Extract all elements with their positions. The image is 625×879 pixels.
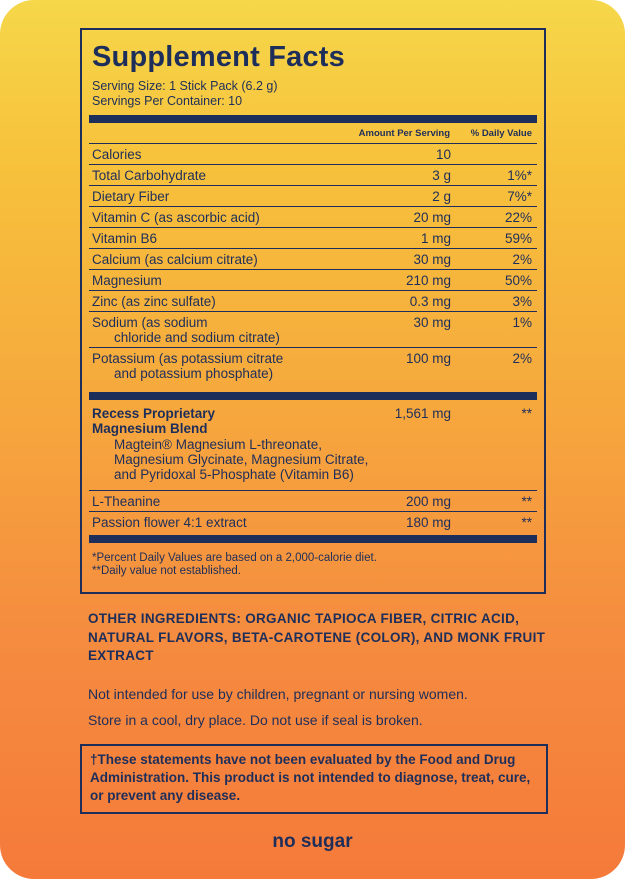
- nutrient-row: [89, 311, 537, 347]
- blend-name: Recess Proprietary Magnesium Blend: [92, 406, 216, 436]
- nutrient-dv: 22%: [504, 210, 532, 225]
- nutrient-name: Vitamin C (as ascorbic acid): [92, 210, 260, 225]
- nutrient-name: Zinc (as zinc sulfate): [92, 294, 216, 309]
- nutrient-dv: 1%*: [507, 168, 532, 183]
- nutrient-name: Calories: [92, 147, 142, 162]
- fda-statement: †These statements have not been evaluated by the Food and Drug Administration. This product is not intended to diagnose, treat, cure, or prevent any disease.: [90, 752, 531, 803]
- nutrient-row: [89, 490, 537, 511]
- nutrient-row: [89, 164, 537, 185]
- servings-per-container: Servings Per Container: 10: [92, 94, 243, 108]
- nutrient-amount: 100 mg: [405, 351, 451, 366]
- warning-children: Not intended for use by children, pregnant or nursing women.: [88, 686, 468, 702]
- nutrient-amount: 0.3 mg: [409, 294, 451, 309]
- nutrient-name: L-Theanine: [92, 494, 161, 509]
- nutrient-name: Dietary Fiber: [92, 189, 170, 204]
- nutrient-row: [89, 290, 537, 311]
- warning-storage: Store in a cool, dry place. Do not use if seal is broken.: [88, 712, 423, 728]
- nutrient-name: Magnesium: [92, 273, 162, 288]
- nutrient-dv: 50%: [504, 273, 532, 288]
- nutrient-amount: 30 mg: [413, 315, 451, 330]
- nutrient-amount: 2 g: [432, 189, 451, 204]
- footnote-not-established: **Daily value not established.: [92, 565, 241, 577]
- footnotes: [92, 552, 537, 578]
- blend-dv: **: [521, 406, 532, 421]
- serving-size: Serving Size: 1 Stick Pack (6.2 g): [92, 79, 278, 93]
- nutrient-dv: **: [521, 515, 532, 530]
- nutrient-dv: 2%: [512, 252, 532, 267]
- nutrient-dv: 59%: [504, 231, 532, 246]
- nutrient-dv: 2%: [512, 351, 532, 366]
- nutrient-amount: 20 mg: [413, 210, 451, 225]
- fda-disclaimer-box: [80, 744, 548, 814]
- footnote-daily-values: *Percent Daily Values are based on a 2,000-calorie diet.: [92, 552, 377, 564]
- nutrient-row: [89, 227, 537, 248]
- nutrient-name: Passion flower 4:1 extract: [92, 515, 247, 530]
- nutrient-name-continued: chloride and sodium citrate): [114, 330, 280, 345]
- blend-ingredients: Magtein® Magnesium L-threonate, Magnesium Glycinate, Magnesium Citrate, and Pyridoxal 5-Phosphate (Vitamin B6): [114, 437, 369, 482]
- thick-divider: [89, 392, 537, 400]
- nutrient-row: [89, 511, 537, 532]
- nutrient-dv: 3%: [512, 294, 532, 309]
- tagline: no sugar: [272, 831, 353, 852]
- nutrient-name: Total Carbohydrate: [92, 168, 207, 183]
- nutrient-amount: 10: [435, 147, 451, 162]
- nutrient-name-continued: and potassium phosphate): [114, 366, 274, 381]
- nutrient-dv: 7%*: [507, 189, 532, 204]
- nutrient-dv: **: [521, 494, 532, 509]
- nutrient-amount: 3 g: [432, 168, 451, 183]
- nutrient-row: [89, 248, 537, 269]
- nutrient-row: [89, 269, 537, 290]
- daily-value-header: % Daily Value: [470, 128, 532, 139]
- nutrient-amount: 210 mg: [405, 273, 451, 288]
- nutrient-row: [89, 347, 537, 383]
- nutrient-amount: 1 mg: [420, 231, 451, 246]
- supplement-facts-panel: [80, 28, 546, 594]
- nutrient-name: Potassium (as potassium citrate: [92, 351, 284, 366]
- nutrient-row: [89, 185, 537, 206]
- panel-title: Supplement Facts: [92, 41, 345, 73]
- column-header: [89, 123, 537, 143]
- nutrient-row: [89, 206, 537, 227]
- nutrient-table: [89, 144, 537, 383]
- thick-divider: [89, 115, 537, 123]
- amount-header: Amount Per Serving: [358, 128, 450, 139]
- nutrient-row: [89, 144, 537, 164]
- nutrient-name: Calcium (as calcium citrate): [92, 252, 258, 267]
- nutrient-amount: 180 mg: [405, 515, 451, 530]
- other-ingredients: OTHER INGREDIENTS: ORGANIC TAPIOCA FIBER, CITRIC ACID, NATURAL FLAVORS, BETA-CAROTENE (COLOR), AND MONK FRUIT EXTRACT: [88, 611, 546, 663]
- nutrient-name: Sodium (as sodium: [92, 315, 208, 330]
- blend-amount: 1,561 mg: [394, 406, 451, 421]
- blend-row: [89, 400, 537, 484]
- nutrient-amount: 30 mg: [413, 252, 451, 267]
- nutrient-amount: 200 mg: [405, 494, 451, 509]
- thick-divider: [89, 535, 537, 543]
- nutrient-name: Vitamin B6: [92, 231, 158, 246]
- nutrient-dv: 1%: [512, 315, 532, 330]
